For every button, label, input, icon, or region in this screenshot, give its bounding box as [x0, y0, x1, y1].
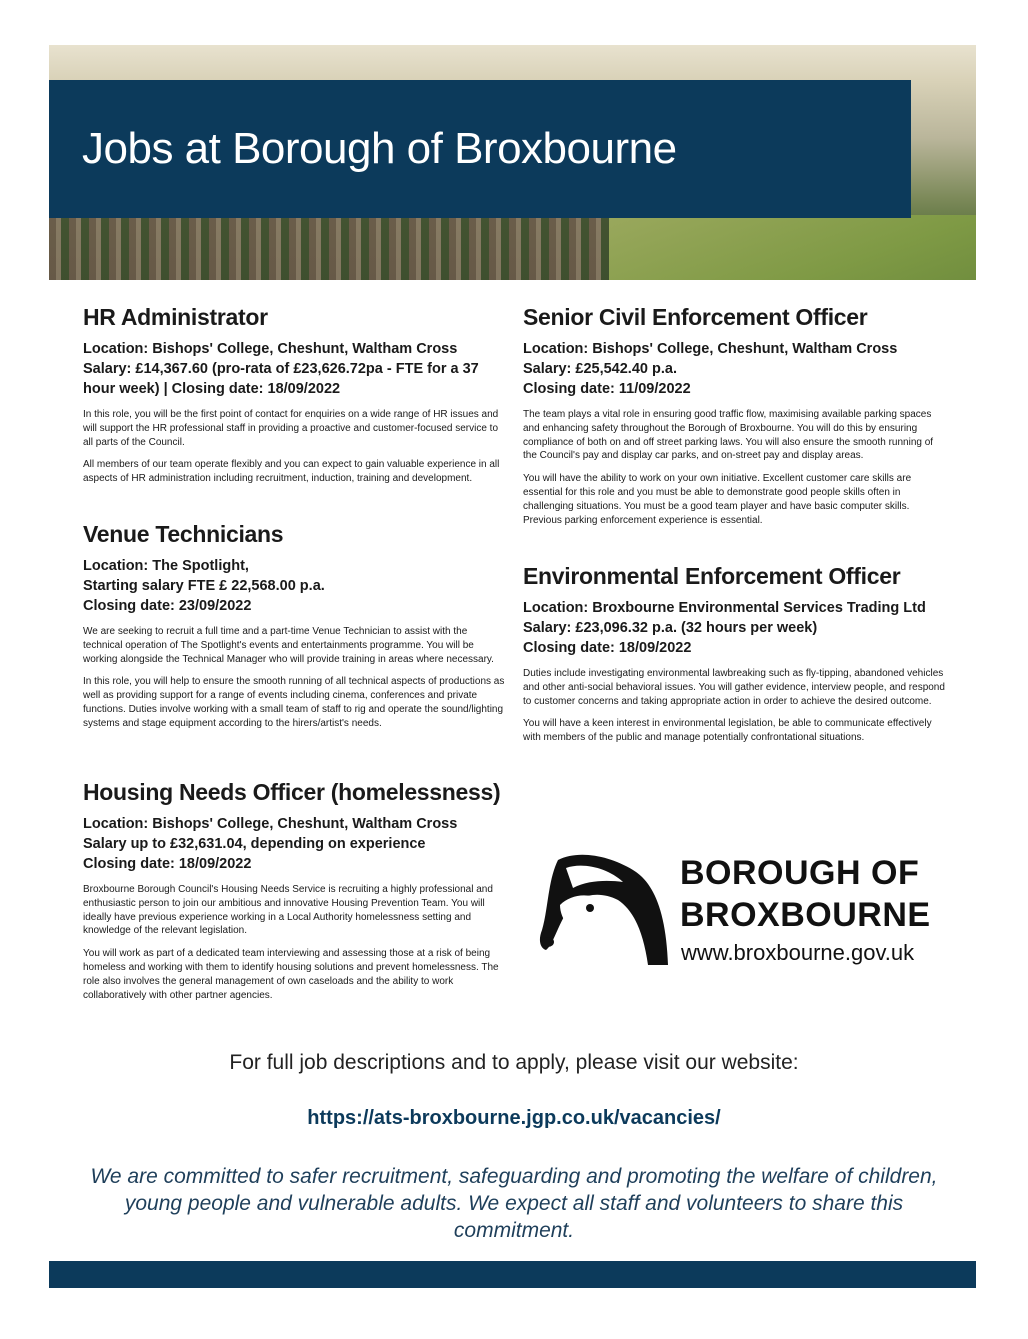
borough-logo [538, 850, 938, 970]
job-venue-technicians [83, 521, 508, 740]
job-environmental-enforcement-officer [523, 563, 948, 754]
job-description: In this role, you will be the first point of contact for enquiries on a wide range of HR issues and will support the HR professional staff in providing a proactive and customer-focused service to all parts of the Council. [83, 409, 499, 448]
job-meta [83, 814, 508, 874]
job-description: We are seeking to recruit a full time and a part-time Venue Technician to assist with the technical operation of The Spotlight's events and entertainments programme. You will be working alongside the Technical Manager who will provide training in areas where necessary. [83, 626, 494, 665]
job-senior-civil-enforcement-officer [523, 304, 948, 536]
job-closing-date: Closing date: 18/09/2022 [83, 856, 252, 872]
job-salary: Salary up to £32,631.04, depending on experience [83, 836, 426, 852]
job-closing-date: Closing date: 11/09/2022 [523, 381, 691, 397]
job-description: The team plays a vital role in ensuring good traffic flow, maximising available parking spaces and enhancing safety throughout the Borough of Broxbourne. You will do this by ensuring compliance of both on and off street parking laws. You will also ensure the smooth running of the Council's pay and display car parks, and on-street pay and display areas. [523, 409, 934, 462]
apply-instructions: For full job descriptions and to apply, please visit our website: [229, 1051, 799, 1074]
job-salary: Salary: £25,542.40 p.a. [523, 361, 677, 377]
job-salary: Salary: £23,096.32 p.a. (32 hours per week) [523, 620, 818, 636]
job-title: HR Administrator [83, 304, 268, 330]
job-meta [523, 598, 948, 658]
job-description: All members of our team operate flexibly and you can expect to gain valuable experience in all aspects of HR administration including recruitment, induction, training and development. [83, 459, 500, 485]
job-hr-administrator [83, 304, 508, 495]
job-location: Location: Bishops' College, Cheshunt, Waltham Cross [83, 341, 458, 357]
job-location: Location: The Spotlight, [83, 558, 249, 574]
job-meta [83, 556, 508, 616]
page-title: Jobs at Borough of Broxbourne [82, 124, 677, 173]
job-meta [523, 339, 948, 399]
logo-line-1: BOROUGH OF [680, 854, 920, 892]
job-closing-date: Closing date: 23/09/2022 [83, 598, 252, 614]
badger-icon [538, 850, 673, 968]
job-description: Duties include investigating environmental lawbreaking such as fly-tipping, abandoned vehicles and other anti-social behavioral issues. You will gather evidence, interview people, and respond to customer concerns and taking appropriate action in order to achieve the desired outcome. [523, 668, 945, 707]
vacancies-link[interactable]: https://ats-broxbourne.jgp.co.uk/vacancies/ [307, 1107, 721, 1129]
job-title: Housing Needs Officer (homelessness) [83, 779, 501, 805]
job-salary: Starting salary FTE £ 22,568.00 p.a. [83, 578, 325, 594]
job-meta [83, 339, 508, 399]
footer-bar [49, 1261, 976, 1288]
job-housing-needs-officer [83, 779, 508, 1011]
job-description: In this role, you will help to ensure the smooth running of all technical aspects of productions as well as providing support for a range of events including cinema, conferences and private functions. Duties involve working with a small team of staff to rig and operate the sound/lighting systems and stage equipment according to the hirers/artist's needs. [83, 676, 505, 729]
job-location: Location: Bishops' College, Cheshunt, Waltham Cross [523, 341, 898, 357]
job-title: Environmental Enforcement Officer [523, 563, 901, 589]
job-description: You will work as part of a dedicated team interviewing and assessing those at a risk of being homeless and working with them to identify housing solutions and prevent homelessness. The role also involves the general management of own caseloads and the ability to work collaboratively with other partner agencies. [83, 948, 499, 1001]
safeguarding-statement: We are committed to safer recruitment, safeguarding and promoting the welfare of children, young people and vulnerable adults. We expect all staff and volunteers to share this commitment. [90, 1165, 938, 1242]
fields-photo [609, 215, 976, 280]
job-closing-date: Closing date: 18/09/2022 [523, 640, 692, 656]
job-description: You will have the ability to work on your own initiative. Excellent customer care skills are essential for this role and you must be able to demonstrate good people skills often in challenging situations. You must be a good team player and have basic computer skills. Previous parking enforcement experience is essential. [523, 473, 912, 526]
job-description: You will have a keen interest in environmental legislation, be able to communicate effectively with members of the public and manage potentially confrontational situations. [523, 718, 932, 744]
job-title: Venue Technicians [83, 521, 284, 547]
job-title: Senior Civil Enforcement Officer [523, 304, 868, 330]
logo-line-2: BROXBOURNE [680, 896, 931, 934]
job-description: Broxbourne Borough Council's Housing Needs Service is recruiting a highly professional and enthusiastic person to join our ambitious and innovative Housing Prevention Team. You will ideally have previous experience working in a Local Authority homelessness setting and knowledge of the relevant legislation. [83, 884, 493, 937]
job-location: Location: Bishops' College, Cheshunt, Waltham Cross [83, 816, 458, 832]
job-salary: Salary: £14,367.60 (pro-rata of £23,626.72pa - FTE for a 37 hour week) | Closing date: 18/09/2022 [83, 361, 479, 397]
town-photo [49, 215, 629, 280]
job-location: Location: Broxbourne Environmental Services Trading Ltd [523, 600, 926, 616]
logo-url: www.broxbourne.gov.uk [681, 940, 915, 965]
title-box [49, 80, 911, 218]
